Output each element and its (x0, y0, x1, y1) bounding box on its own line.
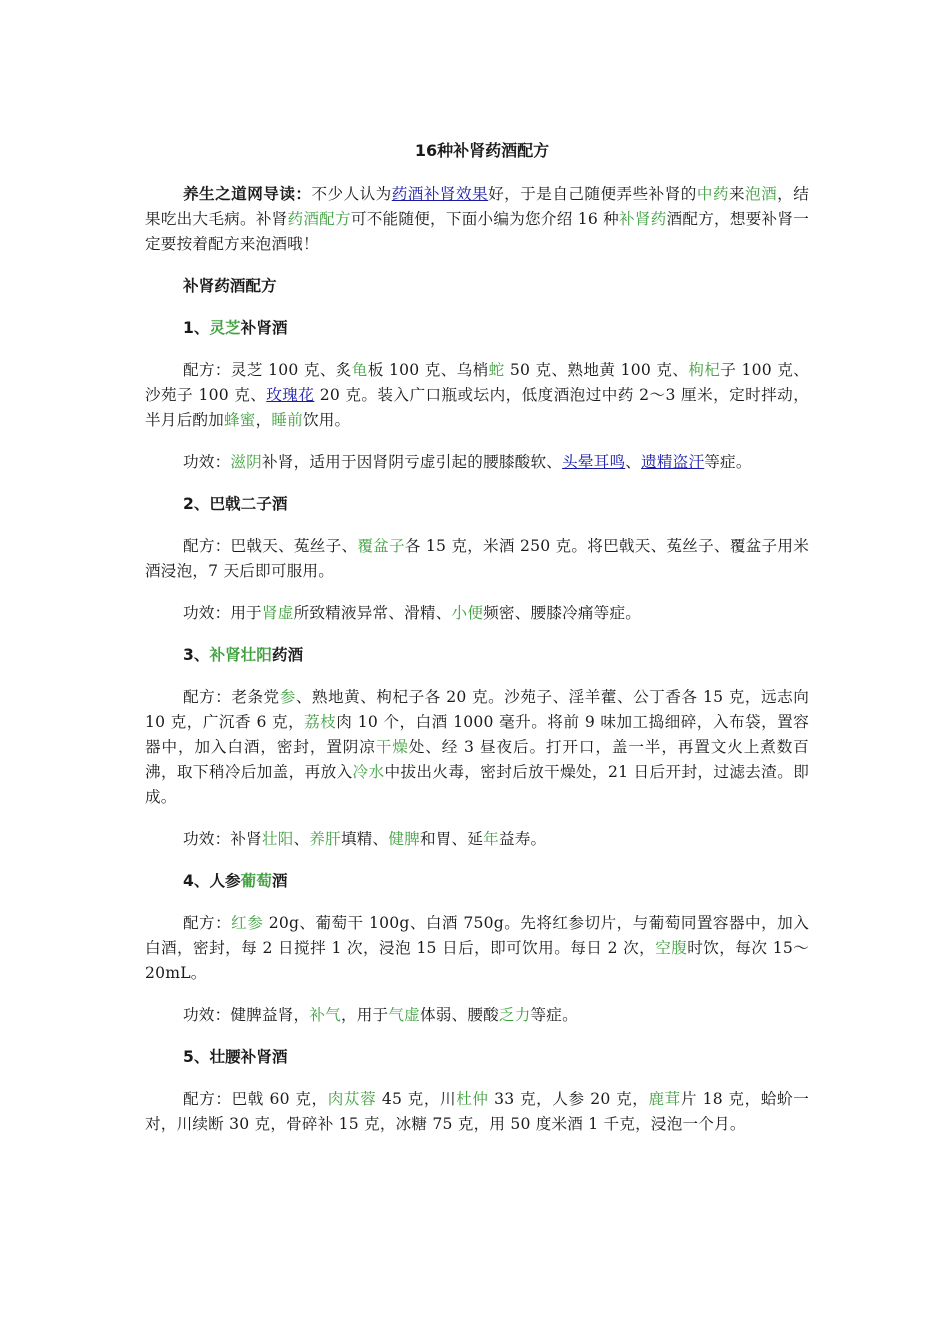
text-run: 可不能随便，下面小编为您介绍 16 种 (350, 210, 620, 228)
text-run: 体弱、腰酸 (419, 1006, 499, 1024)
text-run: 3、 (183, 646, 210, 664)
highlighted-keyword: 气虚 (388, 1006, 420, 1024)
highlighted-keyword: 壮阳 (261, 830, 294, 848)
highlighted-keyword: 覆盆子 (357, 537, 405, 555)
highlighted-keyword: 葡萄 (240, 872, 272, 890)
highlighted-keyword: 灵芝 (209, 319, 241, 337)
document-title: 16种补肾药酒配方 (414, 141, 550, 160)
highlighted-keyword: 药酒配方 (287, 210, 351, 228)
recipe-formula (145, 358, 809, 433)
highlighted-keyword: 蛇 (488, 361, 505, 379)
highlighted-keyword: 肉苁蓉 (327, 1090, 377, 1108)
text-run: 饮用。 (302, 411, 351, 429)
highlighted-keyword: 睡前 (271, 411, 303, 429)
text-run: 片 18 克，蛤蚧一对，川续断 30 克，骨碎补 15 克，冰糖 75 克，用 50 度米酒 1 千克，浸泡一个月。 (145, 1090, 809, 1133)
text-run: 处、经 3 昼夜后。打开口，盖一半，再置文火上煮数百沸，取下稍冷后加盖，再放入 (145, 738, 809, 781)
highlighted-keyword: 龟 (351, 361, 368, 379)
keyword-link[interactable]: 玫瑰花 (266, 386, 315, 404)
text-run: 等症。 (530, 1006, 578, 1024)
text-run: 1、 (183, 319, 210, 337)
highlighted-keyword: 红参 (231, 914, 264, 932)
recipe-heading (145, 492, 809, 517)
recipe-effect (145, 450, 809, 475)
text-run: 配方：巴戟天、菟丝子、 (183, 537, 358, 555)
text-run: 频密、腰膝冷痛等症。 (483, 604, 642, 622)
recipe-heading (145, 869, 809, 894)
highlighted-keyword: 乏力 (498, 1006, 531, 1024)
recipe-heading (145, 1045, 809, 1070)
text-run: 、 (625, 453, 642, 471)
recipe-formula (145, 534, 809, 584)
text-run: 、 (293, 830, 310, 848)
text-run: 和胃、延 (419, 830, 484, 848)
text-run: 45 克，川 (376, 1090, 457, 1108)
text-run: 33 克，人参 20 克， (488, 1090, 649, 1108)
text-run: 时饮，每次 15～20mL。 (145, 939, 809, 982)
text-run: 子 100 克、沙苑子 100 克、 (145, 361, 810, 404)
recipe-heading (145, 643, 809, 668)
text-run: 补肾酒 (240, 319, 288, 337)
text-run: 配方：灵芝 100 克、炙 (183, 361, 352, 379)
text-run: 20g、葡萄干 100g、白酒 750g。先将红参切片，与葡萄同置容器中，加入白酒，密封，每 2 日搅拌 1 次，浸泡 15 日后，即可饮用。每日 2 次， (145, 914, 809, 957)
keyword-link[interactable]: 药酒补肾效果 (391, 185, 489, 203)
text-run: 填精、 (340, 830, 389, 848)
highlighted-keyword: 年 (483, 830, 499, 848)
text-run: 功效：补肾 (183, 830, 262, 848)
text-run: 20 克。装入广口瓶或坛内，低度酒泡过中药 2～3 厘米，定时拌动，半月后酌加 (145, 386, 809, 429)
text-run: 配方：老条党 (183, 688, 280, 706)
highlighted-keyword: 鹿茸 (648, 1090, 681, 1108)
highlighted-keyword: 干燥 (375, 738, 409, 756)
keyword-link[interactable]: 头晕耳鸣 (562, 453, 626, 471)
highlighted-keyword: 小便 (451, 604, 484, 622)
text-run: 来 (728, 185, 746, 203)
text-run: 5、壮腰补肾酒 (183, 1048, 288, 1066)
text-run: 等症。 (704, 453, 752, 471)
text-run: 功效：健脾益肾， (183, 1006, 310, 1024)
text-run: 肉 10 个，白酒 1000 毫升。将前 9 味加工捣细碎，入布袋，置容器中，加入白酒，密封，置阴凉 (145, 713, 810, 756)
recipe-effect (145, 1003, 809, 1028)
text-run: ，用于 (340, 1006, 389, 1024)
text-run: 益寿。 (498, 830, 547, 848)
text-run: 中拔出火毒，密封后放干燥处，21 日后开封，过滤去渣。即成。 (145, 763, 809, 806)
text-run: 补肾，适用于因肾阴亏虚引起的腰膝酸软、 (261, 453, 563, 471)
text-run: 酒配方，想要补肾一定要按着配方来泡酒哦！ (145, 210, 809, 253)
highlighted-keyword: 荔枝 (304, 713, 337, 731)
recipe-heading (145, 316, 809, 341)
text-run: ，结果吃出大毛病。补肾 (145, 185, 810, 228)
text-run: 4、人参 (183, 872, 241, 890)
text-run: 配方：巴戟 60 克， (183, 1090, 328, 1108)
text-run: 好，于是自己随便弄些补肾的 (488, 185, 697, 203)
recipe-list (145, 316, 809, 1137)
highlighted-keyword: 杜仲 (456, 1090, 489, 1108)
highlighted-keyword: 肾虚 (261, 604, 294, 622)
highlighted-keyword: 蜂蜜 (223, 411, 256, 429)
text-run: 2、巴戟二子酒 (183, 495, 288, 513)
text-run: 板 100 克、乌梢 (367, 361, 489, 379)
text-run: 所致精液异常、滑精、 (293, 604, 452, 622)
highlighted-keyword: 滋阴 (230, 453, 262, 471)
highlighted-keyword: 补肾药 (619, 210, 667, 228)
recipe-formula (145, 911, 809, 986)
highlighted-keyword: 养肝 (309, 830, 341, 848)
text-run: 配方： (183, 914, 232, 932)
highlighted-keyword: 中药 (696, 185, 729, 203)
text-run: 各 15 克，米酒 250 克。将巴戟天、菟丝子、覆盆子用米酒浸泡，7 天后即可服用。 (145, 537, 810, 580)
text-run: 功效： (183, 453, 231, 471)
highlighted-keyword: 补气 (309, 1006, 341, 1024)
text-run: 药酒 (271, 646, 304, 664)
highlighted-keyword: 冷水 (352, 763, 385, 781)
text-run: 不少人认为 (311, 185, 392, 203)
text-run: 50 克、熟地黄 100 克、 (504, 361, 689, 379)
document-page (145, 140, 809, 1154)
text-run: 、熟地黄、枸杞子各 20 克。沙苑子、淫羊藿、公丁香各 15 克，远志向 10 克，广沉香 6 克， (145, 688, 810, 731)
recipe-effect (145, 601, 809, 626)
highlighted-keyword: 空腹 (655, 939, 688, 957)
highlighted-keyword: 健脾 (388, 830, 420, 848)
text-run: 酒 (271, 872, 288, 890)
section-heading: 补肾药酒配方 (183, 277, 277, 295)
highlighted-keyword: 枸杞 (688, 361, 721, 379)
recipe-formula (145, 685, 809, 810)
intro-paragraph (145, 182, 809, 257)
text-run: ， (255, 411, 272, 429)
highlighted-keyword: 参 (279, 688, 296, 706)
recipe-formula (145, 1087, 809, 1137)
keyword-link[interactable]: 遗精盗汗 (641, 453, 705, 471)
recipe-effect (145, 827, 809, 852)
highlighted-keyword: 泡酒 (745, 185, 778, 203)
lead-label: 养生之道网导读： (183, 185, 312, 203)
text-run: 功效：用于 (183, 604, 262, 622)
highlighted-keyword: 补肾壮阳 (209, 646, 272, 664)
